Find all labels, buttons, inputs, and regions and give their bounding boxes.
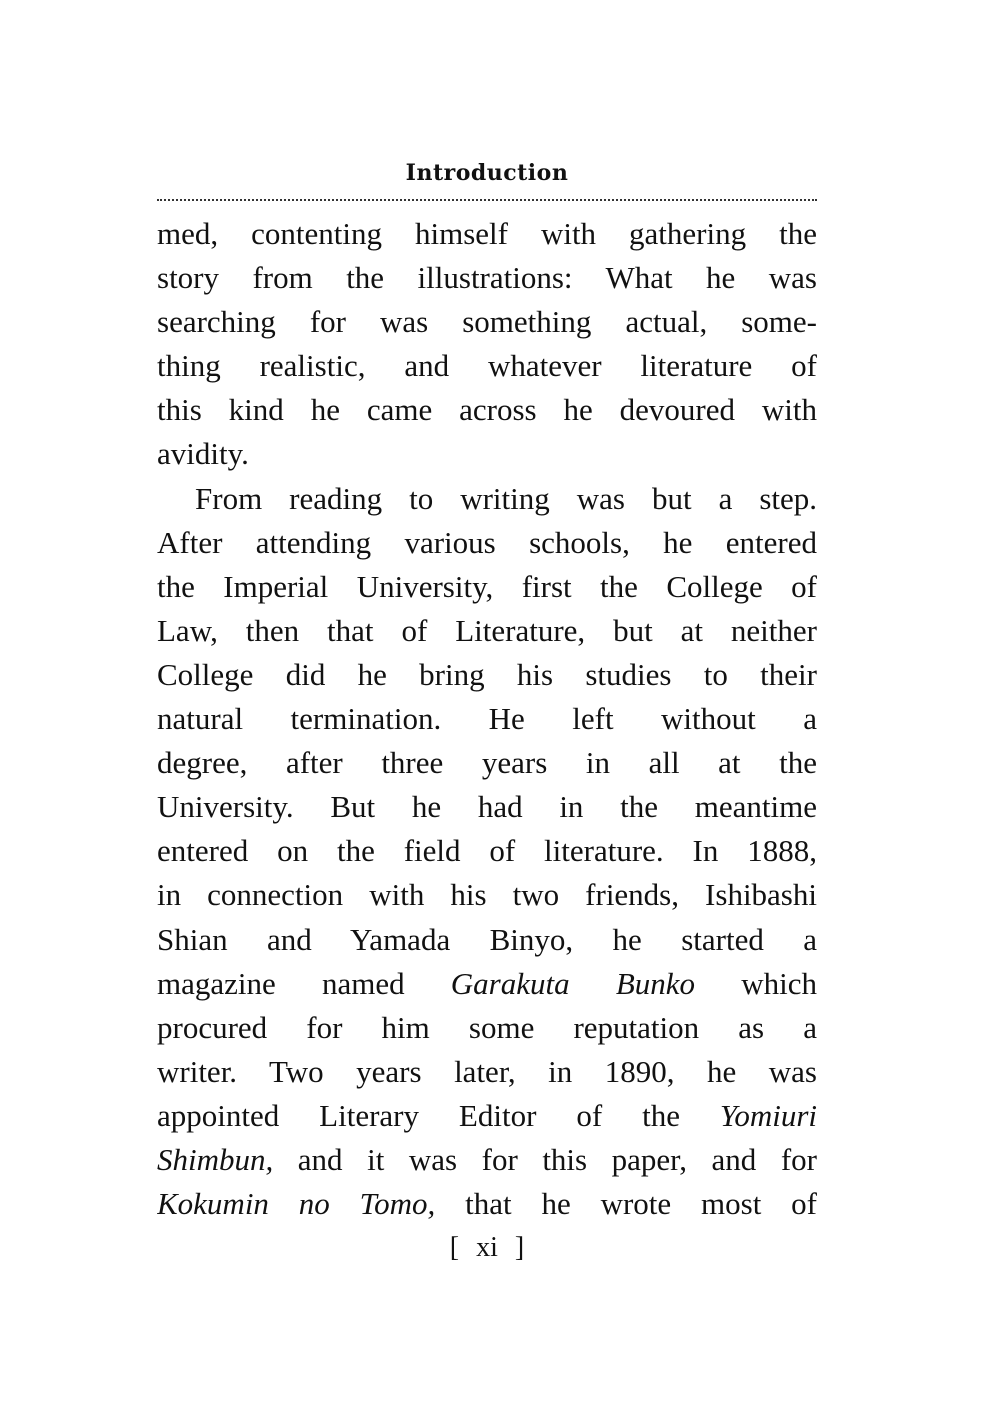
text-line: this kind he came across he devoured with: [157, 392, 817, 428]
text-line: in connection with his two friends, Ishibashi: [157, 877, 817, 913]
header-dotted-rule: [157, 199, 817, 201]
text-line: College did he bring his studies to their: [157, 656, 817, 692]
body-text: [157, 212, 817, 1226]
text-line: [157, 1094, 817, 1138]
text-run: which: [741, 965, 817, 1001]
italic-title: Kokumin no Tomo,: [157, 1186, 436, 1222]
text-run: magazine named: [157, 965, 405, 1001]
text-line: writer. Two years later, in 1890, he was: [157, 1053, 817, 1089]
text-line: avidity.: [157, 436, 249, 472]
text-line: story from the illustrations: What he was: [157, 260, 817, 296]
italic-title: Shimbun,: [157, 1141, 274, 1177]
text-line: After attending various schools, he entered: [157, 524, 817, 560]
text-run: appointed Literary Editor of the: [157, 1097, 680, 1133]
italic-title: Yomiuri: [719, 1097, 817, 1133]
text-line: Law, then that of Literature, but at neither: [157, 612, 817, 648]
text-line: University. But he had in the meantime: [157, 789, 817, 825]
text-run: that he wrote most of: [465, 1186, 817, 1222]
text-line: [157, 1138, 817, 1182]
italic-title: Garakuta Bunko: [450, 965, 696, 1001]
page-number: [ xi ]: [449, 1232, 525, 1263]
text-line: From reading to writing was but a step.: [195, 480, 817, 516]
text-run: and it was for this paper, and for: [297, 1141, 817, 1177]
text-line: med, contenting himself with gathering the: [157, 216, 817, 251]
running-head: Introduction: [405, 160, 569, 186]
text-line: searching for was something actual, some-: [157, 304, 817, 340]
text-line: entered on the field of literature. In 1888,: [157, 833, 817, 869]
text-line: procured for him some reputation as a: [157, 1009, 817, 1045]
text-line: natural termination. He left without a: [157, 701, 817, 737]
text-line: [157, 1182, 817, 1226]
text-line: thing realistic, and whatever literature of: [157, 348, 817, 384]
text-line: the Imperial University, first the College of: [157, 568, 817, 604]
text-line: [157, 962, 817, 1006]
text-line: Shian and Yamada Binyo, he started a: [157, 921, 817, 957]
text-line: degree, after three years in all at the: [157, 745, 817, 781]
